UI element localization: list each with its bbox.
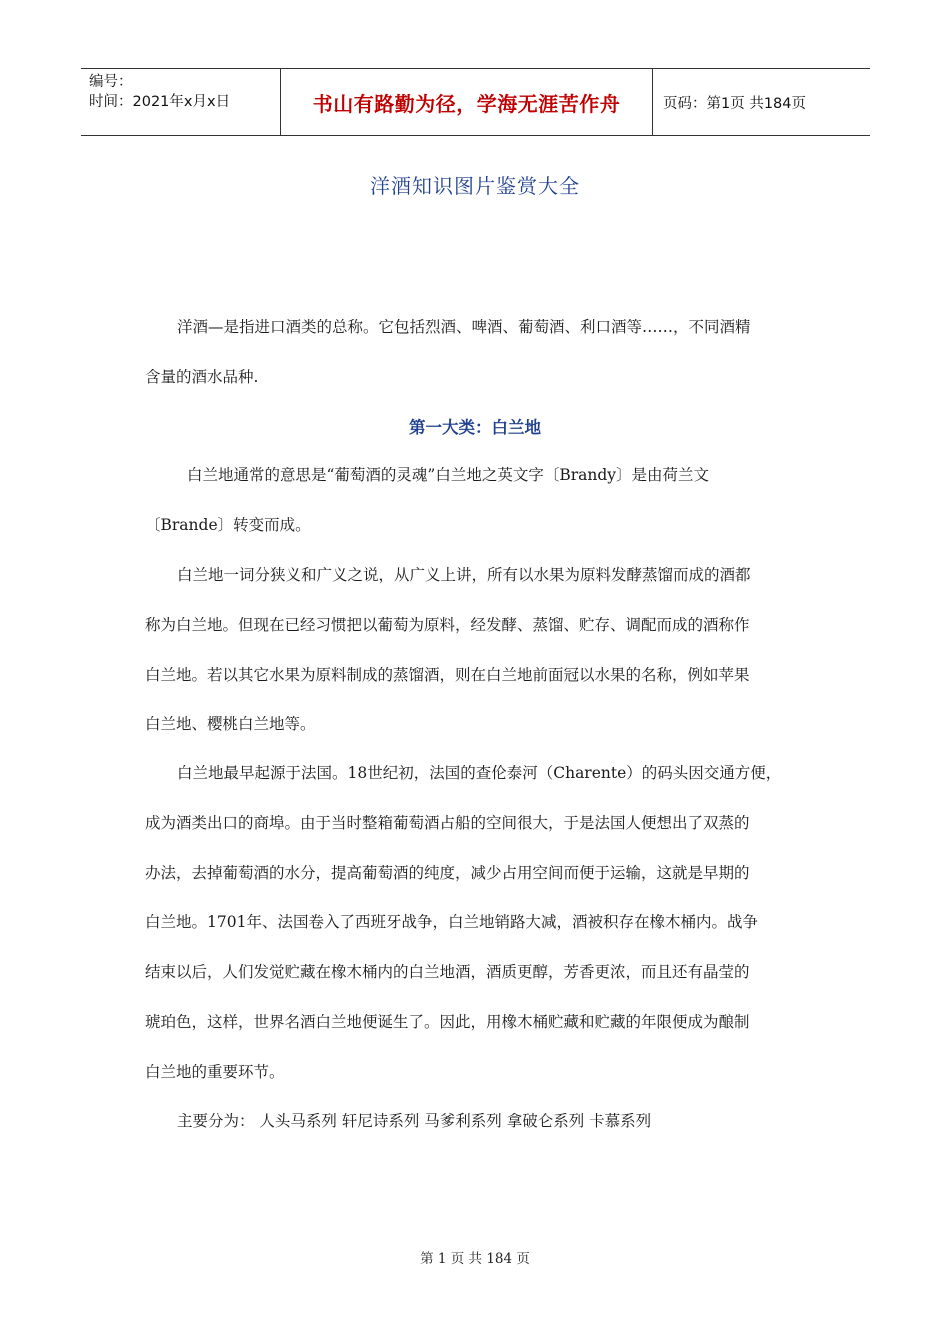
time-label: 时间：2021年x月x日 bbox=[89, 94, 231, 110]
series-line: 主要分为： 人头马系列 轩尼诗系列 马爹利系列 拿破仑系列 卡慕系列 bbox=[177, 1112, 652, 1130]
document-title: 洋酒知识图片鉴赏大全 bbox=[370, 174, 580, 198]
paragraph-line: 含量的酒水品种. bbox=[145, 368, 259, 386]
page-header bbox=[81, 68, 870, 136]
paragraph-line: 〔Brande〕转变而成。 bbox=[145, 516, 311, 534]
paragraph-line: 白兰地通常的意思是“葡萄酒的灵魂”白兰地之英文字〔Brandy〕是由荷兰文 bbox=[187, 466, 710, 484]
paragraph-line: 成为酒类出口的商埠。由于当时整箱葡萄酒占船的空间很大，于是法国人便想出了双蒸的 bbox=[145, 814, 750, 832]
paragraph-line: 称为白兰地。但现在已经习惯把以葡萄为原料，经发酵、蒸馏、贮存、调配而成的酒称作 bbox=[145, 616, 750, 634]
paragraph-line: 结束以后，人们发觉贮藏在橡木桶内的白兰地酒，酒质更醇，芳香更浓，而且还有晶莹的 bbox=[145, 963, 750, 981]
header-motto: 书山有路勤为径，学海无涯苦作舟 bbox=[281, 69, 653, 135]
paragraph-line: 白兰地一词分狭义和广义之说，从广义上讲，所有以水果为原料发酵蒸馏而成的酒都 bbox=[177, 566, 751, 584]
number-label: 编号： bbox=[89, 74, 133, 90]
paragraph-line: 白兰地最早起源于法国。18世纪初，法国的查伦泰河（Charente）的码头因交通方便， bbox=[177, 764, 782, 782]
paragraph-line: 办法，去掉葡萄酒的水分，提高葡萄酒的纯度，减少占用空间而便于运输，这就是早期的 bbox=[145, 864, 750, 882]
section-heading: 第一大类：白兰地 bbox=[409, 418, 541, 437]
paragraph-line: 白兰地。1701年、法国卷入了西班牙战争，白兰地销路大减，酒被积存在橡木桶内。战争 bbox=[145, 913, 758, 931]
paragraph-line: 白兰地、樱桃白兰地等。 bbox=[145, 715, 316, 733]
page-footer: 第 1 页 共 184 页 bbox=[420, 1251, 530, 1267]
paragraph-line: 白兰地的重要环节。 bbox=[145, 1063, 285, 1081]
paragraph-line: 洋酒—是指进口酒类的总称。它包括烈酒、啤酒、葡萄酒、利口酒等……，不同酒精 bbox=[177, 318, 751, 336]
header-meta bbox=[81, 69, 281, 135]
header-page-info: 页码：第1页 共184页 bbox=[663, 95, 807, 112]
paragraph-line: 白兰地。若以其它水果为原料制成的蒸馏酒，则在白兰地前面冠以水果的名称，例如苹果 bbox=[145, 666, 750, 684]
paragraph-line: 琥珀色，这样，世界名酒白兰地便诞生了。因此，用橡木桶贮藏和贮藏的年限便成为酿制 bbox=[145, 1013, 750, 1031]
